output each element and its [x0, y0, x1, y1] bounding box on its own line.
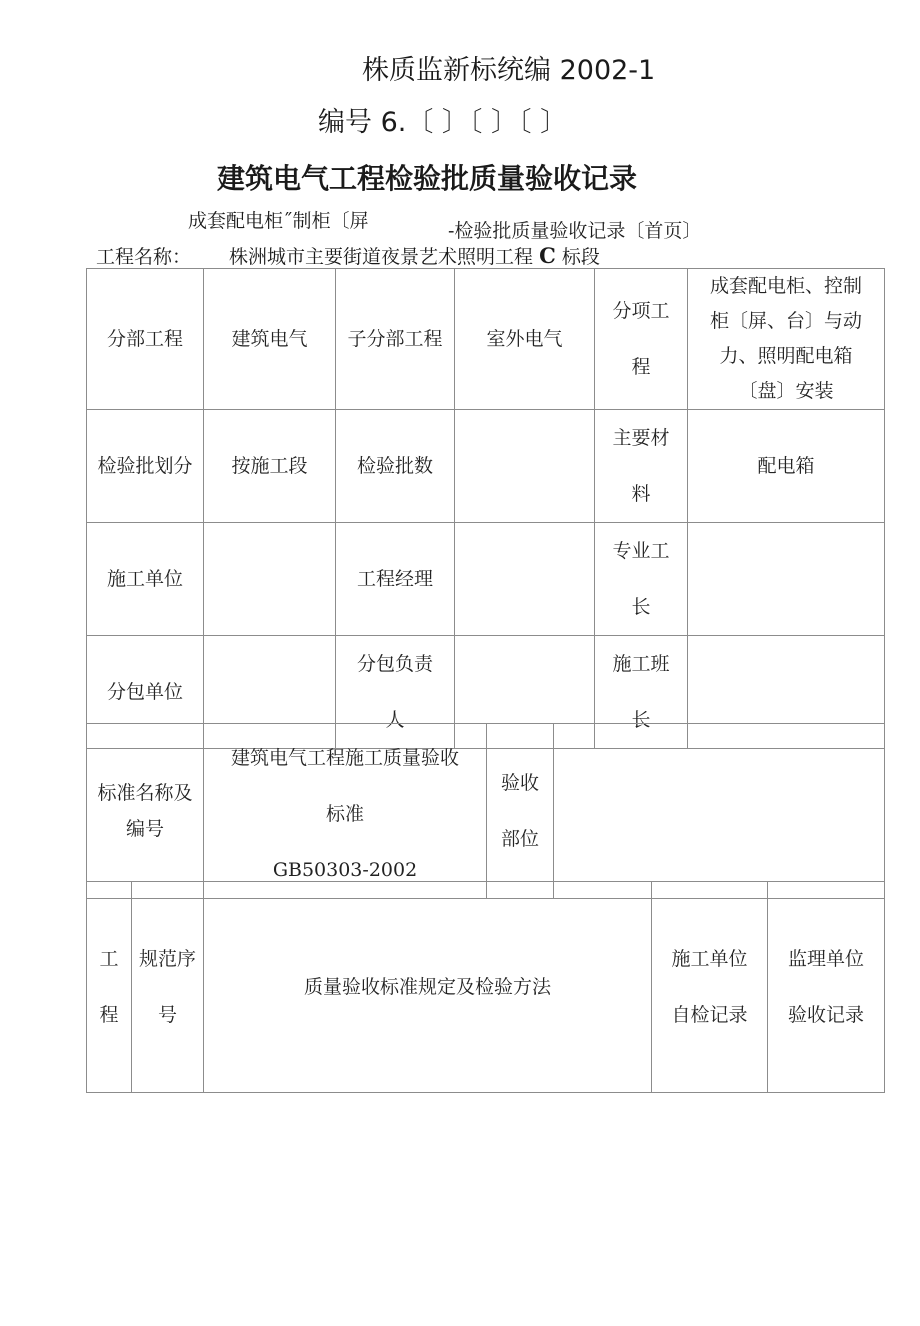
value-subdivision: 室外电气 [455, 269, 595, 410]
project-label: 工程名称： [96, 246, 192, 268]
label-project-manager: 工程经理 [336, 523, 455, 636]
project-value: 株洲城市主要街道夜景艺术照明工程 C 标段 [229, 243, 600, 268]
info-table [86, 268, 885, 749]
header-self-check: 施工单位 自检记录 [652, 882, 768, 1093]
header-supervisor-check: 监理单位 验收记录 [768, 882, 885, 1093]
check-table [86, 881, 885, 1093]
label-team-leader: 施工班 长 [595, 636, 688, 749]
label-division: 分部工程 [87, 269, 204, 410]
subtitle-right: -检验批质量验收记录〔首页〕 [448, 220, 702, 242]
label-construction-unit: 施工单位 [87, 523, 204, 636]
value-batch-count [455, 410, 595, 523]
label-subcontract-leader: 分包负责 人 [336, 636, 455, 749]
label-acceptance-part: 验收 部位 [487, 724, 554, 899]
value-division: 建筑电气 [204, 269, 336, 410]
header-clause-number: 规范序 号 [132, 882, 204, 1093]
table-row [87, 724, 885, 899]
header-project: 工 程 [87, 882, 132, 1093]
label-subitem: 分项工 程 [595, 269, 688, 410]
page-title: 建筑电气工程检验批质量验收记录 [217, 162, 638, 195]
standard-code: GB50303-2002 [272, 859, 418, 881]
label-standard-name: 标准名称及 编号 [87, 724, 204, 899]
label-batch-division: 检验批划分 [87, 410, 204, 523]
table-row [87, 523, 885, 636]
value-construction-unit [204, 523, 336, 636]
value-project-manager [455, 523, 595, 636]
label-subdivision: 子分部工程 [336, 269, 455, 410]
subtitle-left: 成套配电柜˝制柜〔屏 [188, 210, 369, 232]
label-main-material: 主要材 料 [595, 410, 688, 523]
table-row [87, 410, 885, 523]
standard-table [86, 723, 885, 899]
value-batch-division: 按施工段 [204, 410, 336, 523]
value-standard-name: 建筑电气工程施工质量验收 标准 GB50303-2002 [204, 724, 487, 899]
value-main-material: 配电箱 [688, 410, 885, 523]
form-code: 株质监新标统编 2002-1 [362, 55, 656, 86]
label-foreman: 专业工 长 [595, 523, 688, 636]
value-foreman [688, 523, 885, 636]
project-section-letter: C [539, 243, 556, 268]
value-subitem: 成套配电柜、控制 柜〔屏、台〕与动 力、照明配电箱 〔盘〕安装 [688, 269, 885, 410]
table-row [87, 269, 885, 410]
form-number: 编号 6.〔 〕〔 〕〔 〕 [318, 107, 568, 138]
label-subcontractor: 分包单位 [87, 636, 204, 749]
value-acceptance-part [554, 724, 885, 899]
project-name-line [96, 242, 600, 269]
table-row [87, 882, 885, 1093]
label-batch-count: 检验批数 [336, 410, 455, 523]
header-quality-standard: 质量验收标准规定及检验方法 [204, 882, 652, 1093]
